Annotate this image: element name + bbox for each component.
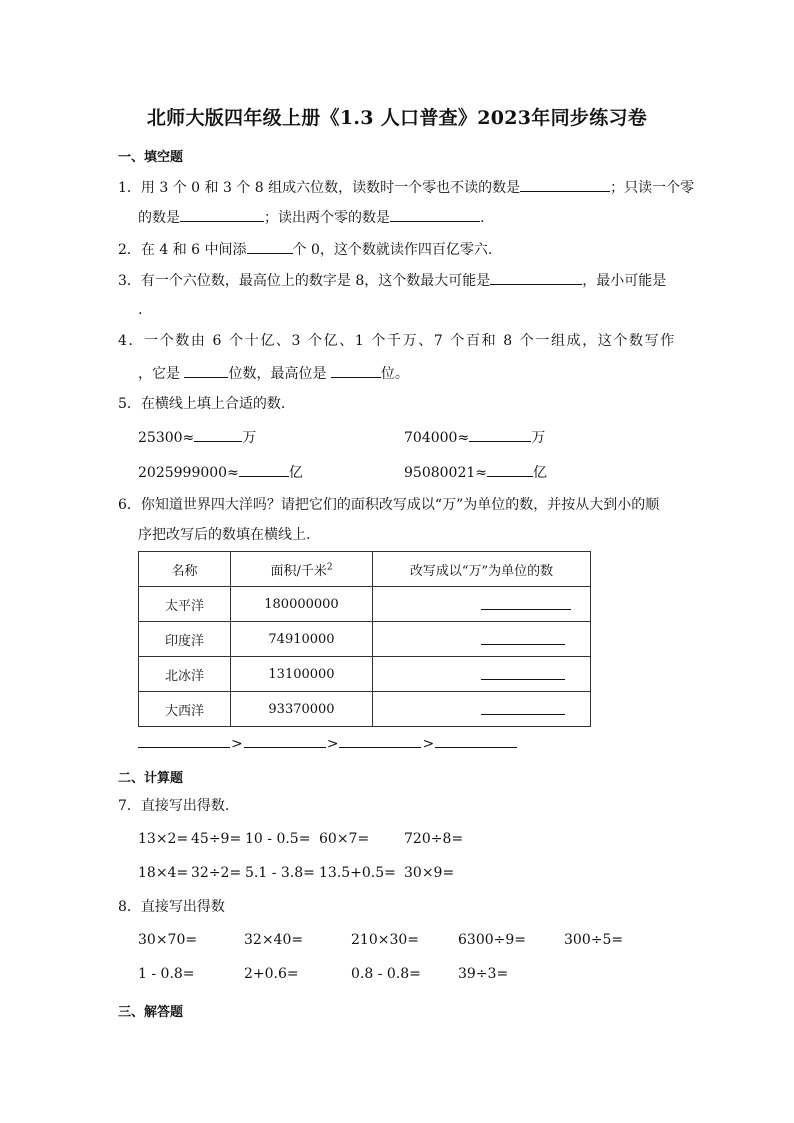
q7-expr: 18×4=: [138, 865, 189, 881]
header-rewritten: 改写成以“万”为单位的数: [373, 552, 591, 587]
question-4-line-1: 4．一个数由 6 个十亿、3 个亿、1 个千万、7 个百和 8 个一组成，这个数写作: [118, 333, 676, 349]
q5-item-3-blank[interactable]: [239, 462, 289, 477]
question-6-line-2: 序把改写后的数填在横线上.: [138, 527, 311, 543]
q8-expr: 30×70=: [138, 932, 198, 948]
q7-expr: 32÷2=: [191, 865, 242, 881]
q2-text-b: 个 0，这个数就读作四百亿零六.: [292, 242, 493, 258]
ocean-name: 太平洋: [139, 587, 231, 622]
q1-text-c: 的数是: [138, 210, 180, 226]
order-blank-4[interactable]: [435, 733, 517, 748]
ocean-area: 74910000: [231, 622, 373, 657]
ocean-answer-blank[interactable]: [481, 665, 565, 680]
ocean-name: 北冰洋: [139, 657, 231, 692]
q8-expr: 1 - 0.8=: [138, 966, 195, 982]
q7-expr: 60×7=: [319, 831, 370, 847]
question-3-line-2: [138, 301, 142, 319]
question-2: [118, 239, 492, 259]
q1-answer-blank-3[interactable]: [390, 207, 480, 222]
question-5-stem: 5．在横线上填上合适的数.: [118, 396, 286, 412]
section-heading-fill-blank: 一、填空题: [118, 150, 184, 165]
q1-answer-blank-1[interactable]: [520, 177, 610, 192]
q5-item-1-blank[interactable]: [194, 427, 242, 442]
q8-expr: 300÷5=: [564, 932, 624, 948]
q1-text-b: ；只读一个零: [610, 180, 695, 196]
ocean-area: 180000000: [231, 587, 373, 622]
question-7-stem: 7．直接写出得数.: [118, 798, 230, 814]
q5-item-1: [138, 427, 256, 447]
q7-expr: 10 - 0.5=: [245, 831, 311, 847]
table-row: [139, 587, 591, 622]
q3-text-b: ，最小可能是: [582, 273, 667, 289]
order-blank-2[interactable]: [244, 733, 326, 748]
q4-text-b: 位数，最高位是: [228, 366, 331, 382]
q8-expr: 39÷3=: [458, 966, 509, 982]
ocean-area: 13100000: [231, 657, 373, 692]
q2-answer-blank[interactable]: [247, 239, 293, 254]
order-blank-3[interactable]: [339, 733, 421, 748]
q5-item-2-number: 704000≈: [404, 430, 470, 446]
q4-text-a: ，它是: [138, 366, 185, 382]
q4-answer-blank-1[interactable]: [184, 363, 228, 378]
q8-expr: 0.8 - 0.8=: [351, 966, 421, 982]
q5-item-4-unit: 亿: [533, 465, 547, 481]
q3-text-c: .: [138, 302, 143, 318]
q5-item-1-unit: 万: [242, 430, 257, 446]
q5-item-1-number: 25300≈: [138, 430, 195, 446]
q7-expr: 13×2=: [138, 831, 189, 847]
table-row: [139, 622, 591, 657]
q7-expr: 5.1 - 3.8=: [245, 865, 315, 881]
ocean-area-table: [138, 551, 591, 727]
question-3-line-1: [118, 270, 666, 290]
q4-answer-blank-2[interactable]: [331, 363, 381, 378]
ocean-answer-cell: [373, 692, 591, 727]
q3-text-a: 3．有一个六位数，最高位上的数字是 8，这个数最大可能是: [118, 273, 491, 289]
ocean-name: 印度洋: [139, 622, 231, 657]
ordering-line: [138, 733, 517, 753]
question-4-line-2: [138, 363, 409, 383]
ocean-answer-cell: [373, 622, 591, 657]
q8-expr: 2+0.6=: [244, 966, 299, 982]
table-header-row: [139, 552, 591, 587]
table-row: [139, 692, 591, 727]
q7-expr: 30×9=: [404, 865, 455, 881]
q5-item-4-number: 95080021≈: [404, 465, 487, 481]
question-1-line-2: [138, 207, 484, 227]
q5-item-2-blank[interactable]: [469, 427, 531, 442]
question-6-line-1: 6．你知道世界四大洋吗？请把它们的面积改写成以“万”为单位的数，并按从大到小的顺: [118, 497, 660, 513]
q7-expr: 45÷9=: [191, 831, 242, 847]
question-8-stem: 8．直接写出得数: [118, 899, 225, 915]
page-title: 北师大版四年级上册《1.3 人口普查》2023年同步练习卷: [146, 107, 648, 129]
q5-item-3-number: 2025999000≈: [138, 465, 239, 481]
q3-answer-blank-1[interactable]: [490, 270, 582, 285]
q1-answer-blank-2[interactable]: [180, 207, 264, 222]
ocean-answer-cell: [373, 587, 591, 622]
q1-text-a: 1．用 3 个 0 和 3 个 8 组成六位数，读数时一个零也不读的数是: [118, 180, 521, 196]
q5-item-3-unit: 亿: [288, 465, 303, 481]
header-area-superscript: 2: [326, 562, 333, 573]
ocean-answer-blank[interactable]: [481, 700, 565, 715]
q5-item-2: [404, 427, 545, 447]
ocean-area: 93370000: [231, 692, 373, 727]
ocean-answer-blank[interactable]: [481, 630, 565, 645]
section-heading-solve: 三、解答题: [118, 1005, 184, 1020]
order-blank-1[interactable]: [138, 733, 230, 748]
q5-item-3: [138, 462, 303, 482]
section-heading-calculation: 二、计算题: [118, 771, 184, 786]
ocean-answer-blank[interactable]: [481, 595, 571, 610]
q1-text-d: ；读出两个零的数是: [264, 210, 390, 226]
q7-expr: 13.5+0.5=: [319, 865, 396, 881]
greater-than-sign: >: [326, 736, 339, 752]
q5-item-4-blank[interactable]: [487, 462, 533, 477]
ocean-name: 大西洋: [139, 692, 231, 727]
question-1-line-1: [118, 177, 694, 197]
ocean-answer-cell: [373, 657, 591, 692]
q8-expr: 210×30=: [351, 932, 419, 948]
q2-text-a: 2．在 4 和 6 中间添: [118, 242, 247, 258]
q7-expr: 720÷8=: [404, 831, 464, 847]
q5-item-2-unit: 万: [531, 430, 546, 446]
greater-than-sign: >: [422, 736, 435, 752]
greater-than-sign: >: [231, 736, 243, 752]
q8-expr: 6300÷9=: [458, 932, 526, 948]
q5-item-4: [404, 462, 547, 482]
header-name: 名称: [139, 552, 231, 587]
header-area-label: 面积/千米: [270, 563, 327, 579]
q4-text-c: 位。: [380, 366, 409, 382]
q8-expr: 32×40=: [244, 932, 304, 948]
header-area: [231, 552, 373, 587]
table-row: [139, 657, 591, 692]
q1-text-e: .: [480, 210, 485, 226]
